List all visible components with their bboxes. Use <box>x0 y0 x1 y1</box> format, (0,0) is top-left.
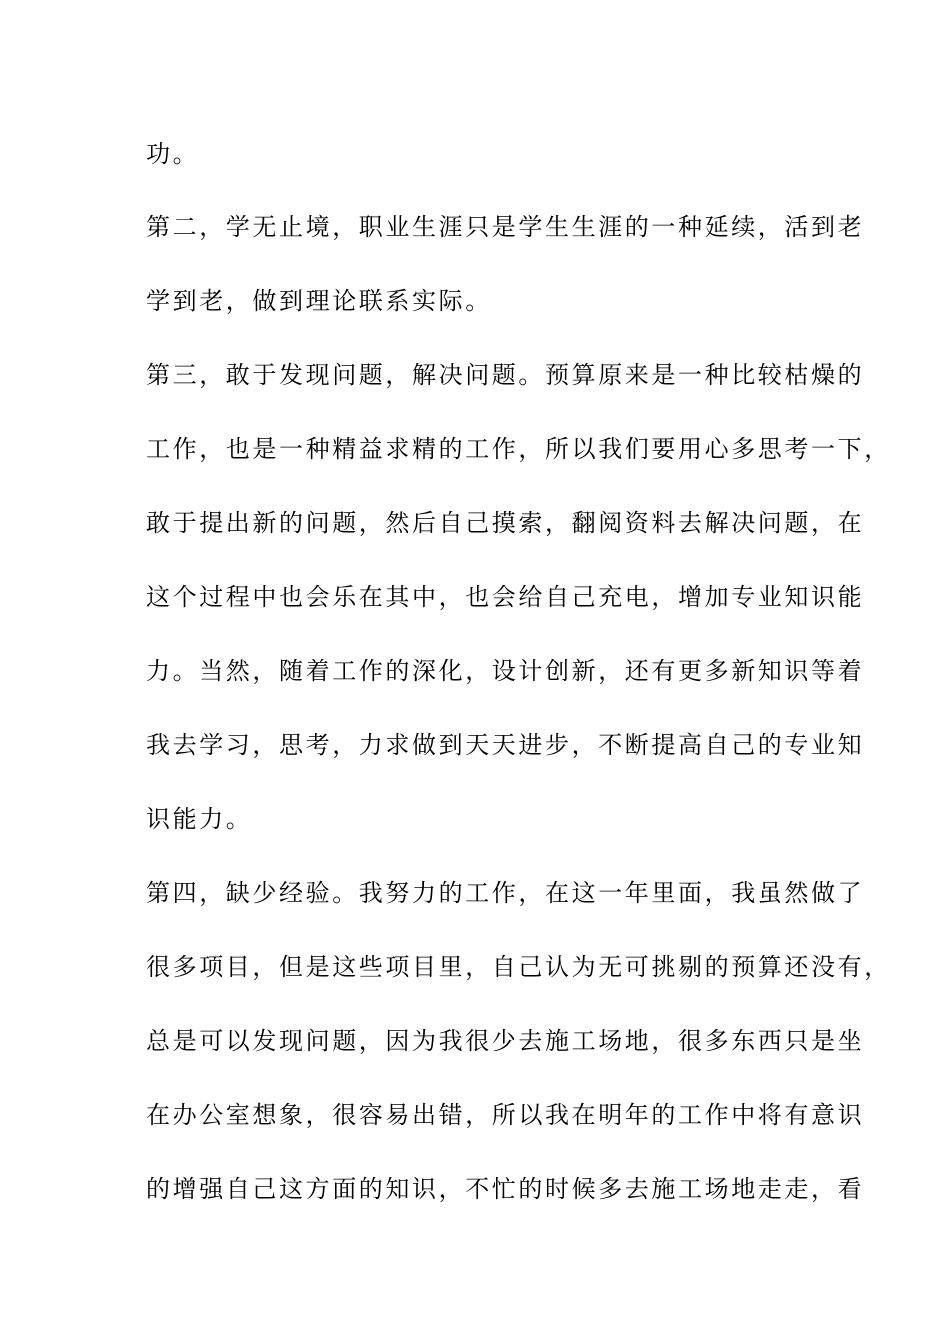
text-line: 第三，敢于发现问题，解决问题。预算原来是一种比较枯燥的 <box>146 361 865 389</box>
text-line: 敢于提出新的问题，然后自己摸索，翻阅资料去解决问题，在 <box>146 509 865 537</box>
text-line: 总是可以发现问题，因为我很少去施工场地，很多东西只是坐 <box>146 1027 865 1055</box>
text-line: 我去学习，思考，力求做到天天进步，不断提高自己的专业知 <box>146 731 865 759</box>
text-line: 学到老，做到理论联系实际。 <box>146 287 492 315</box>
text-line: 第二，学无止境，职业生涯只是学生生涯的一种延续，活到老 <box>146 213 865 241</box>
text-line: 这个过程中也会乐在其中，也会给自己充电，增加专业知识能 <box>146 583 865 611</box>
text-line: 识能力。 <box>146 805 253 833</box>
text-line: 在办公室想象，很容易出错，所以我在明年的工作中将有意识 <box>146 1101 865 1129</box>
text-line: 工作，也是一种精益求精的工作，所以我们要用心多思考一下， <box>146 435 891 463</box>
text-line: 力。当然，随着工作的深化，设计创新，还有更多新知识等着 <box>146 657 865 685</box>
text-line: 第四，缺少经验。我努力的工作，在这一年里面，我虽然做了 <box>146 879 865 907</box>
text-line: 功。 <box>146 140 200 168</box>
text-line: 很多项目，但是这些项目里，自己认为无可挑剔的预算还没有， <box>146 953 891 981</box>
text-line: 的增强自己这方面的知识，不忙的时候多去施工场地走走，看 <box>146 1175 865 1203</box>
